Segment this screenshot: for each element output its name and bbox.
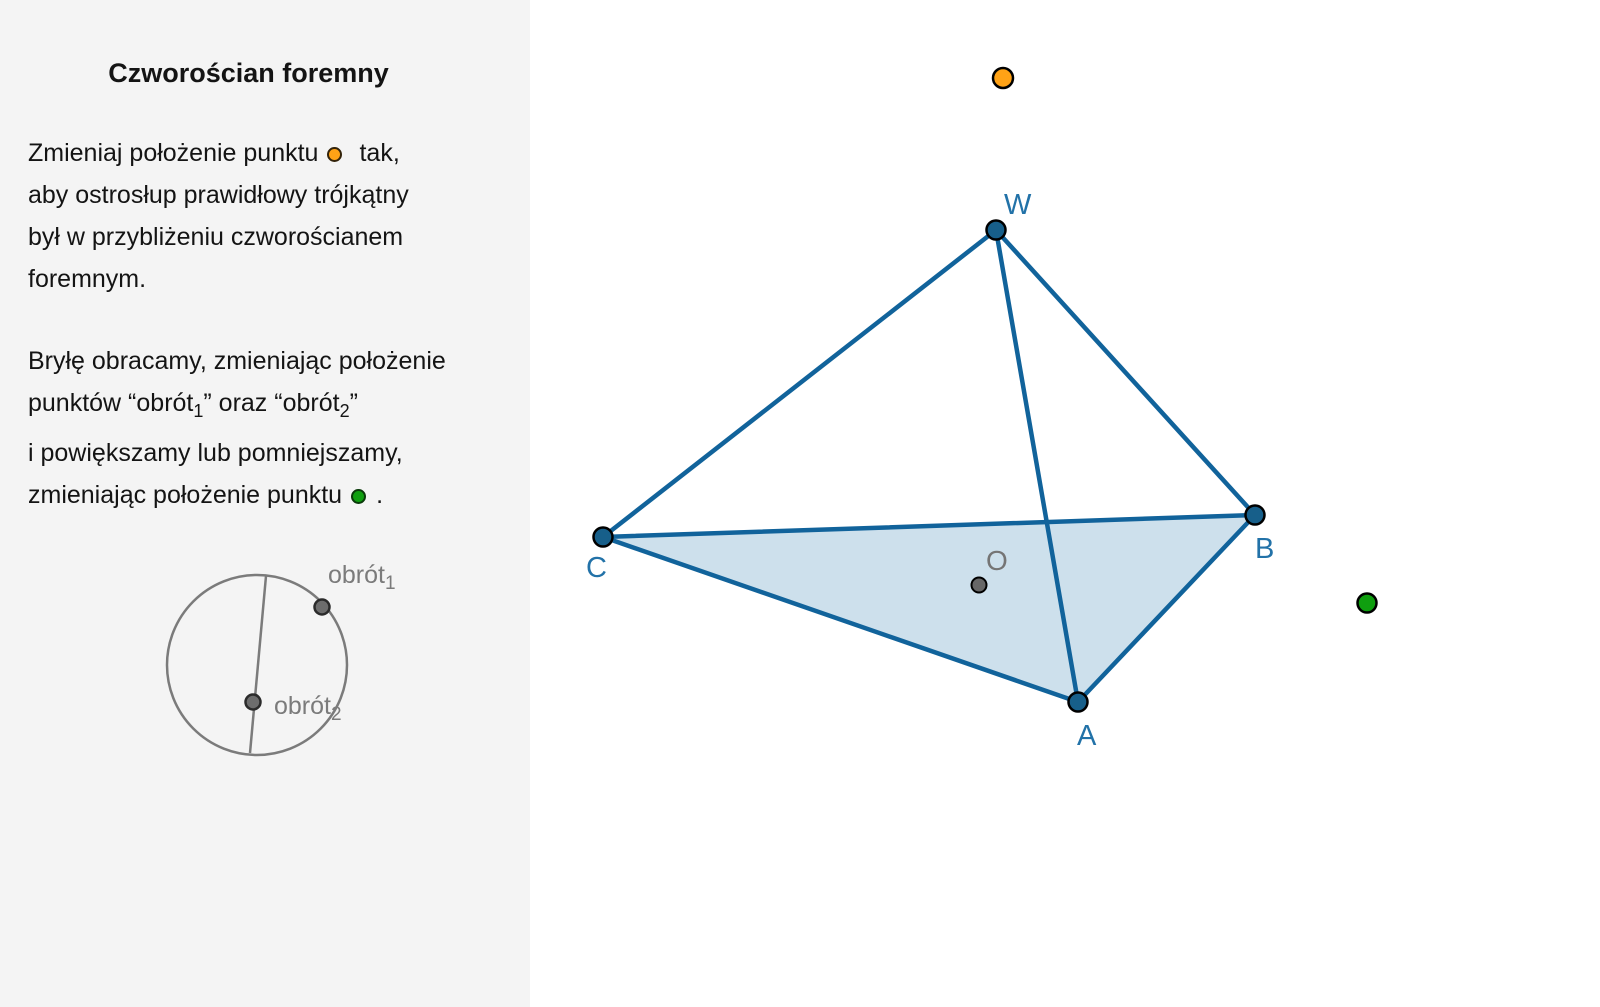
instructions-text: ” oraz “obrót	[203, 389, 340, 417]
vertex-label-C: C	[586, 552, 607, 584]
instructions-text: Zmieniaj położenie punktu	[28, 139, 319, 167]
vertex-label-A: A	[1077, 720, 1097, 752]
edge-WB	[996, 230, 1255, 515]
instructions-text: tak,	[359, 139, 400, 167]
instructions-text: punktów “obrót	[28, 389, 194, 417]
vertex-label-B: B	[1255, 533, 1275, 565]
instructions-line: Bryłę obracamy, zmieniając położenie	[28, 347, 446, 375]
vertex-C	[594, 528, 613, 547]
obrot1-label-sub: 1	[384, 573, 396, 594]
base-face-CBA	[603, 515, 1255, 702]
instructions-text: .	[376, 481, 384, 509]
center-point-O	[972, 578, 987, 593]
vertex-B	[1246, 506, 1265, 525]
vertex-A	[1069, 693, 1088, 712]
instructions-line: i powiększamy lub pomniejszamy,	[28, 439, 403, 467]
instructions-text: zmieniając położenie punktu	[28, 481, 343, 509]
obrot1-label-text: obrót	[328, 561, 385, 589]
obrot2-label-sub: 2	[330, 704, 342, 725]
green-control-point[interactable]	[1358, 594, 1377, 613]
center-label-O: O	[986, 545, 1008, 576]
instructions-text: ”	[349, 389, 358, 417]
instructions-line: aby ostrosłup prawidłowy trójkątny	[28, 181, 409, 209]
vertex-W	[987, 221, 1006, 240]
instructions-line: był w przybliżeniu czworościanem	[28, 223, 404, 251]
subscript-1: 1	[193, 401, 204, 421]
orange-control-point[interactable]	[993, 68, 1013, 88]
subscript-2: 2	[339, 401, 350, 421]
vertex-label-W: W	[1004, 189, 1032, 221]
edge-CW	[603, 230, 996, 537]
obrot2-label-text: obrót	[274, 692, 331, 720]
instructions-line: foremnym.	[28, 265, 147, 293]
page-title: Czworościan foremny	[108, 58, 389, 88]
